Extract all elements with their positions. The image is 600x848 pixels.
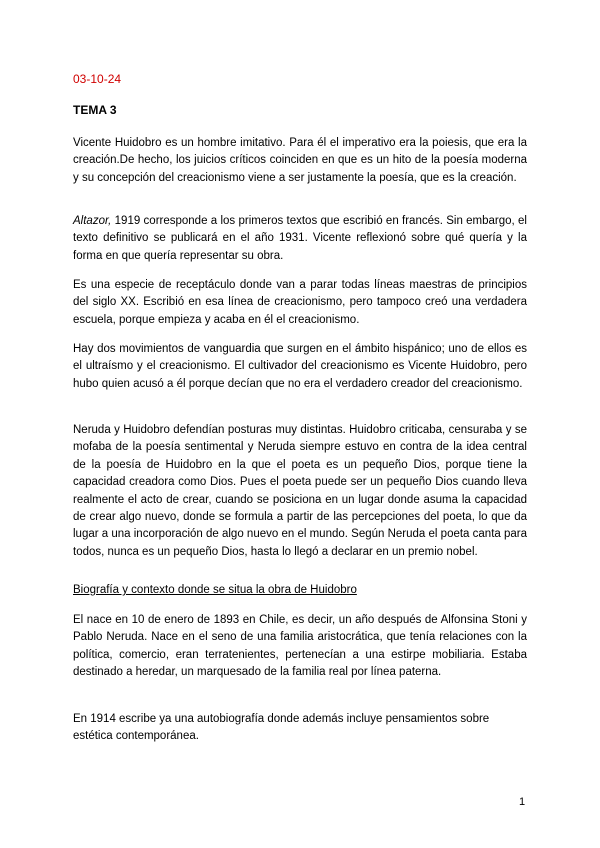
paragraph-5: Neruda y Huidobro defendían posturas muy distintas. Huidobro criticaba, censuraba y se mofaba de la poesía sentimental y Neruda siempre estuvo en contra de la idea central de la poesía de Huidobro en la que el poeta es un pequeño Dios, porque tiene la capacidad creadora como Dios. Pues el poeta puede ser un pequeño Dios cuando lleva realmente el acto de crear, cuando se posiciona en un lugar donde asuma la capacidad de crear algo nuevo, donde se formula a partir de las percepciones del poeta, lo que da lugar a una incorporación de algo nuevo en el mundo. Según Neruda el poeta canta para todos, nunca es un pequeño Dios, hasta lo llegó a declarar en un premio nobel. xyxy=(73,424,527,558)
paragraph-3: Es una especie de receptáculo donde van a parar todas líneas maestras de principios del siglo XX. Escribió en esa línea de creacionismo, pero tampoco creó una verdadera escuela, porque empieza y acaba en él el creacionismo. xyxy=(73,279,527,326)
paragraph-7: En 1914 escribe ya una autobiografía donde además incluye pensamientos sobre estética contemporánea. xyxy=(73,713,490,743)
paragraph-4: Hay dos movimientos de vanguardia que surgen en el ámbito hispánico; uno de ellos es el ultraísmo y el creacionismo. El cultivador del creacionismo es Vicente Huidobro, pero hubo quien acusó a él porque decían que no era el verdadero creador del creacionismo. xyxy=(73,343,527,390)
page-number: 1 xyxy=(519,796,526,808)
paragraph-1: Vicente Huidobro es un hombre imitativo. Para él el imperativo era la poiesis, que era la creación.De hecho, los juicios críticos coinciden en que es un hito de la poesía moderna y su concepción del creacionismo viene a ser justamente la poesía, que es la creación. xyxy=(73,137,527,184)
altazor-title: Altazor, xyxy=(73,215,112,227)
document-date: 03-10-24 xyxy=(73,72,122,86)
document-title: TEMA 3 xyxy=(73,103,117,117)
paragraph-2-text: 1919 corresponde a los primeros textos que escribió en francés. Sin embargo, el texto definitivo se publicará en el año 1931. Vicente reflexionó sobre qué quería y la forma en que quería representar su obra. xyxy=(73,215,527,262)
paragraph-6: El nace en 10 de enero de 1893 en Chile, es decir, un año después de Alfonsina Stoni y Pablo Neruda. Nace en el seno de una familia aristocrática, que tenía relaciones con la política, comercio, eran terratenientes, pertenecían a una estirpe mobiliaria. Estaba destinado a heredar, un marquesado de la familia real por línea paterna. xyxy=(73,614,527,679)
section-subheading: Biografía y contexto donde se situa la obra de Huidobro xyxy=(73,584,357,596)
paragraph-2 xyxy=(73,213,527,265)
